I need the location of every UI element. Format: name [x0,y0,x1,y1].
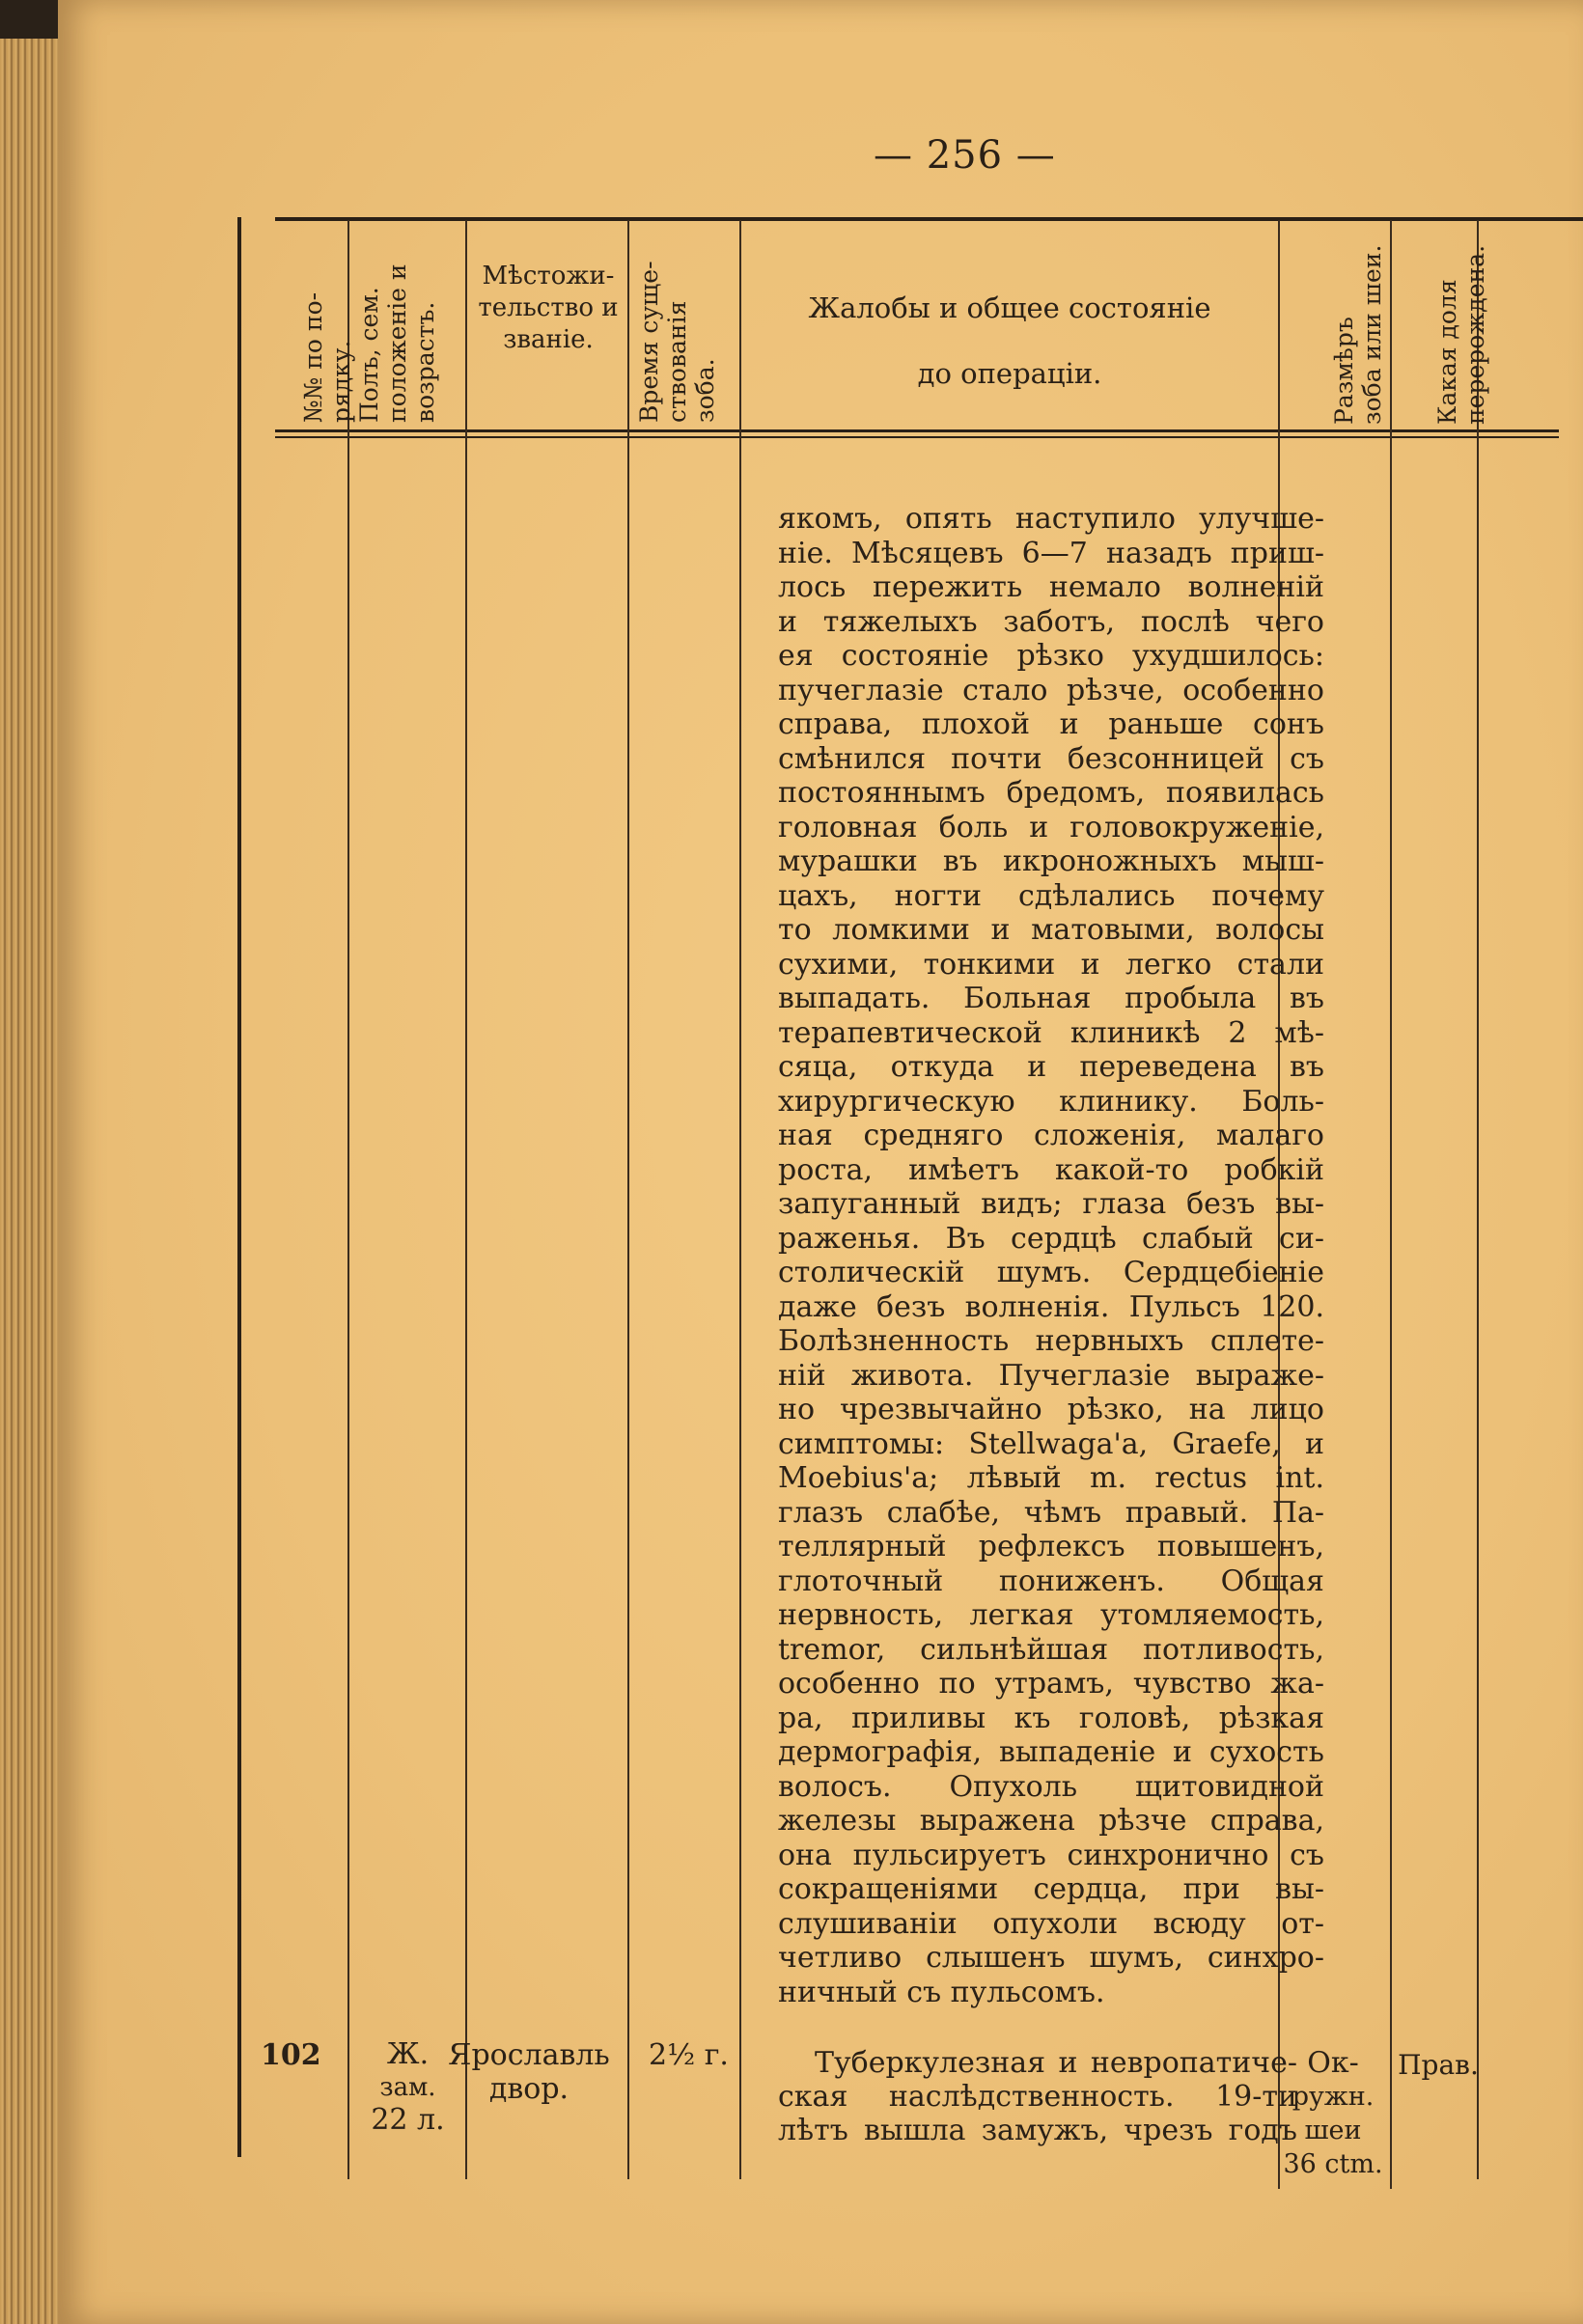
text-line: ра, приливы къ головѣ, рѣзкая [778,1701,1324,1735]
text-line: лось пережить немало волненій [778,570,1324,604]
text-line: но чрезвычайно рѣзко, на лицо [778,1393,1324,1426]
column-divider-3 [627,220,629,2179]
case-duration: 2½ г. [649,2038,729,2072]
header-complaints: Жалобы и общее состояніе до операціи. [808,291,1211,390]
text-line: ніе. Мѣсяцевъ 6—7 назадъ приш- [778,536,1324,570]
text-line: цахъ, ногти сдѣлались почему [778,878,1324,913]
book-page [58,0,1583,2324]
text-line: столическій шумъ. Сердцебіеніе [778,1256,1324,1289]
table-top-rule [275,217,1583,221]
header-duration: Время суще- ствованія зоба. [635,261,719,423]
text-line: выпадать. Больная пробыла въ [778,982,1324,1015]
case-sex-status-age: Ж. зам. 22 л. [371,2037,445,2137]
text-line: глоточный пониженъ. Общая [778,1563,1324,1598]
text-line: глазъ слабѣе, чѣмъ правый. Па- [778,1495,1324,1530]
text-line: Болѣзненность нервныхъ сплете- [778,1324,1324,1358]
column-divider-4 [739,220,741,2179]
text-line: справа, плохой и раньше сонъ [778,707,1324,741]
column-divider-1 [347,220,349,2179]
header-sex-status-age: Полъ, сем. положеніе и возрастъ. [355,263,439,423]
case-complaints: Туберкулезная и невропатиче- ская наслѣдственность. 19-ти лѣтъ вышла замужъ, чрезъ годъ [778,2046,1297,2147]
text-line: ній живота. Пучеглазіе выраже- [778,1358,1324,1393]
text-line: то ломкими и матовыми, волосы [778,913,1324,947]
header-size: Размѣръ зоба или шеи. [1330,244,1386,425]
column-divider-2 [465,220,467,2179]
text-line: дермографія, выпаденіе и сухость [778,1735,1324,1769]
text-line: tremor, сильнѣйшая потливость, [778,1632,1324,1667]
case-size: Ок- ружн. шеи 36 ctm. [1283,2046,1383,2179]
text-line: ная средняго сложенія, малаго [778,1119,1324,1152]
text-line: ничный съ пульсомъ. [778,1975,1105,2009]
text-line: волосъ. Опухоль щитовидной [778,1769,1324,1804]
text-line: постояннымъ бредомъ, появилась [778,776,1324,810]
complaints-continuation-text [778,502,1324,2009]
text-line: четливо слышенъ шумъ, синхро- [778,1941,1324,1975]
text-line: особенно по утрамъ, чувство жа- [778,1667,1324,1701]
case-lobe: Прав. [1398,2049,1479,2081]
column-divider-6 [1390,220,1392,2189]
header-number: №№ по по- рядку. [299,291,355,423]
text-line: даже безъ волненія. Пульсъ 120. [778,1289,1324,1324]
text-line: Moebius'a; лѣвый m. rectus int. [778,1461,1324,1495]
text-line: и тяжелыхъ заботъ, послѣ чего [778,604,1324,639]
header-residence: Мѣстожи- тельство и званіе. [478,262,619,354]
table-header-rule-2 [275,436,1559,438]
text-line: терапевтической клиникѣ 2 мѣ- [778,1015,1324,1050]
text-line: нервность, легкая утомляемость, [778,1598,1324,1632]
text-line: ея состояніе рѣзко ухудшилось: [778,639,1324,673]
text-line: смѣнился почти безсонницей съ [778,741,1324,776]
text-line: железы выражена рѣзче справа, [778,1804,1324,1838]
table-header-rule [275,429,1559,432]
text-line: якомъ, опять наступило улучше- [778,502,1324,536]
text-line: она пульсируетъ синхронично съ [778,1838,1324,1872]
text-line: хирургическую клинику. Боль- [778,1084,1324,1119]
table-left-rule [237,217,241,2157]
text-line: сокращеніями сердца, при вы- [778,1872,1324,1906]
case-number: 102 [261,2038,321,2072]
text-line: слушиваніи опухоли всюду от- [778,1906,1324,1941]
text-line: запуганный видъ; глаза безъ вы- [778,1187,1324,1221]
text-line: головная боль и головокруженіе, [778,810,1324,844]
text-line: сяца, откуда и переведена въ [778,1050,1324,1084]
text-line: симптомы: Stellwaga'a, Graefe, и [778,1426,1324,1461]
text-line: теллярный рефлексъ повышенъ, [778,1530,1324,1563]
text-line: раженья. Въ сердцѣ слабый си- [778,1221,1324,1256]
column-divider-7 [1477,220,1479,2179]
text-line: роста, имѣетъ какой-то робкій [778,1152,1324,1187]
page-number: — 256 — [874,133,1056,178]
text-line: пучеглазіе стало рѣзче, особенно [778,673,1324,707]
case-residence: Ярославль двор. [448,2038,610,2106]
header-lobe: Какая доля перерождена. [1433,244,1489,425]
text-line: мурашки въ икроножныхъ мыш- [778,844,1324,878]
text-line: сухими, тонкими и легко стали [778,947,1324,982]
